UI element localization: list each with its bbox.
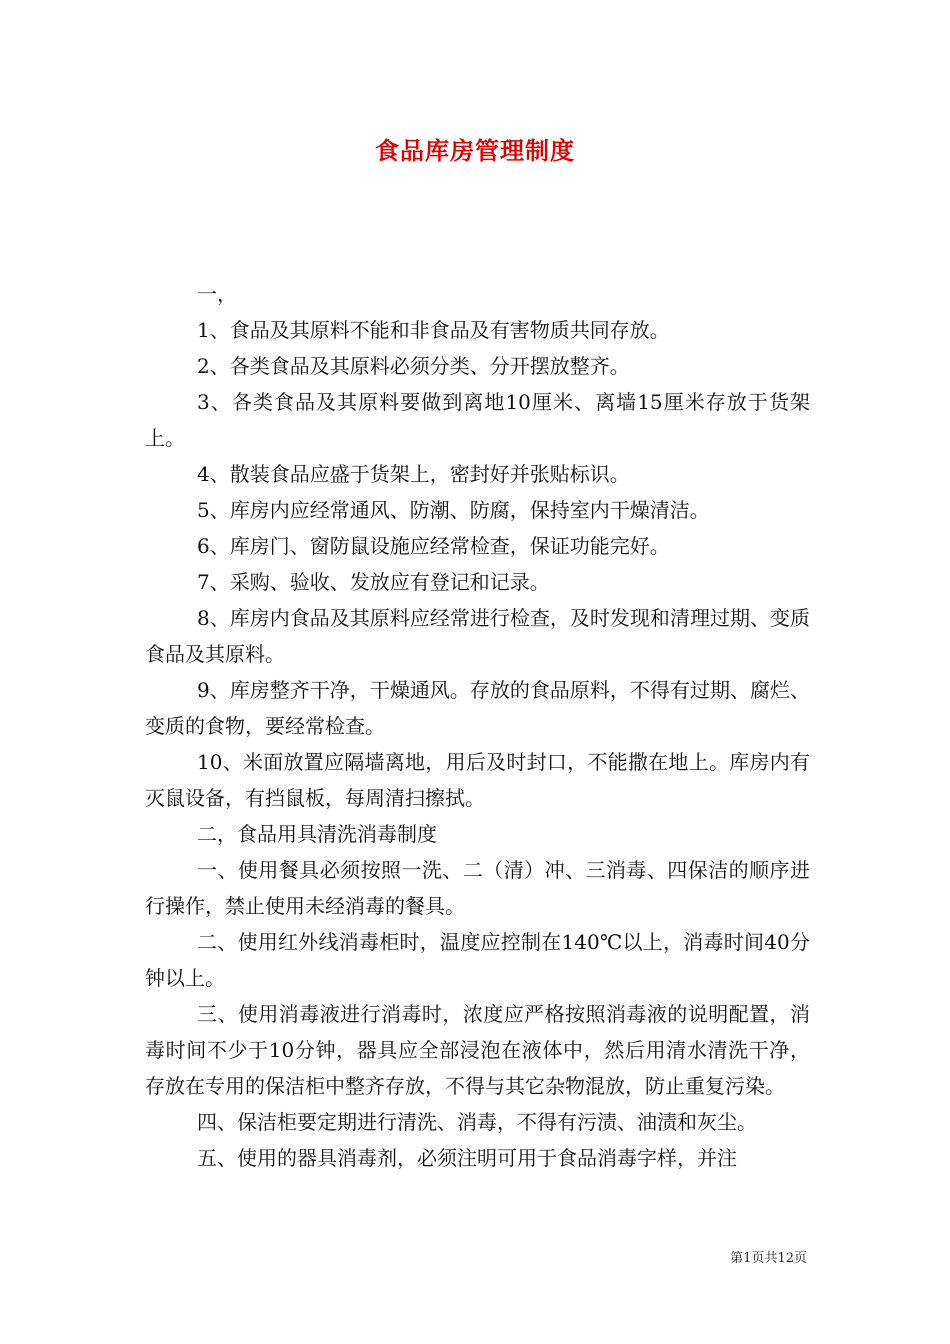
paragraph: 二、使用红外线消毒柜时，温度应控制在140℃以上，消毒时间40分钟以上。 xyxy=(145,930,810,990)
document-body xyxy=(145,276,810,1176)
section-heading: 二，食品用具清洗消毒制度 xyxy=(197,822,437,846)
paragraph: 8、库房内食品及其原料应经常进行检查，及时发现和清理过期、变质食品及其原料。 xyxy=(145,606,810,666)
document-title: 食品库房管理制度 xyxy=(375,136,575,165)
paragraph: 5、库房内应经常通风、防潮、防腐，保持室内干燥清洁。 xyxy=(197,498,710,522)
paragraph: 一、使用餐具必须按照一洗、二（清）冲、三消毒、四保洁的顺序进行操作，禁止使用未经消毒的餐具。 xyxy=(145,858,810,918)
paragraph: 4、散装食品应盛于货架上，密封好并张贴标识。 xyxy=(197,462,630,486)
paragraph: 3、各类食品及其原料要做到离地10厘米、离墙15厘米存放于货架上。 xyxy=(145,390,810,450)
paragraph: 1、食品及其原料不能和非食品及有害物质共同存放。 xyxy=(197,318,670,342)
paragraph: 四、保洁柜要定期进行清洗、消毒，不得有污渍、油渍和灰尘。 xyxy=(197,1110,757,1134)
paragraph: 9、库房整齐干净，干燥通风。存放的食品原料，不得有过期、腐烂、变质的食物，要经常检查。 xyxy=(145,678,810,738)
paragraph: 6、库房门、窗防鼠设施应经常检查，保证功能完好。 xyxy=(197,534,670,558)
paragraph: 7、采购、验收、发放应有登记和记录。 xyxy=(197,570,550,594)
page-number: 第1页共12页 xyxy=(730,1251,807,1266)
paragraph: 10、米面放置应隔墙离地，用后及时封口，不能撒在地上。库房内有灭鼠设备，有挡鼠板，每周清扫擦拭。 xyxy=(145,750,810,810)
paragraph: 一， xyxy=(197,282,237,306)
paragraph: 三、使用消毒液进行消毒时，浓度应严格按照消毒液的说明配置，消毒时间不少于10分钟，器具应全部浸泡在液体中，然后用清水清洗干净，存放在专用的保洁柜中整齐存放，不得与其它杂物混放，防止重复污染。 xyxy=(145,1002,810,1098)
paragraph: 五、使用的器具消毒剂，必须注明可用于食品消毒字样，并注 xyxy=(197,1146,737,1170)
paragraph: 2、各类食品及其原料必须分类、分开摆放整齐。 xyxy=(197,354,630,378)
